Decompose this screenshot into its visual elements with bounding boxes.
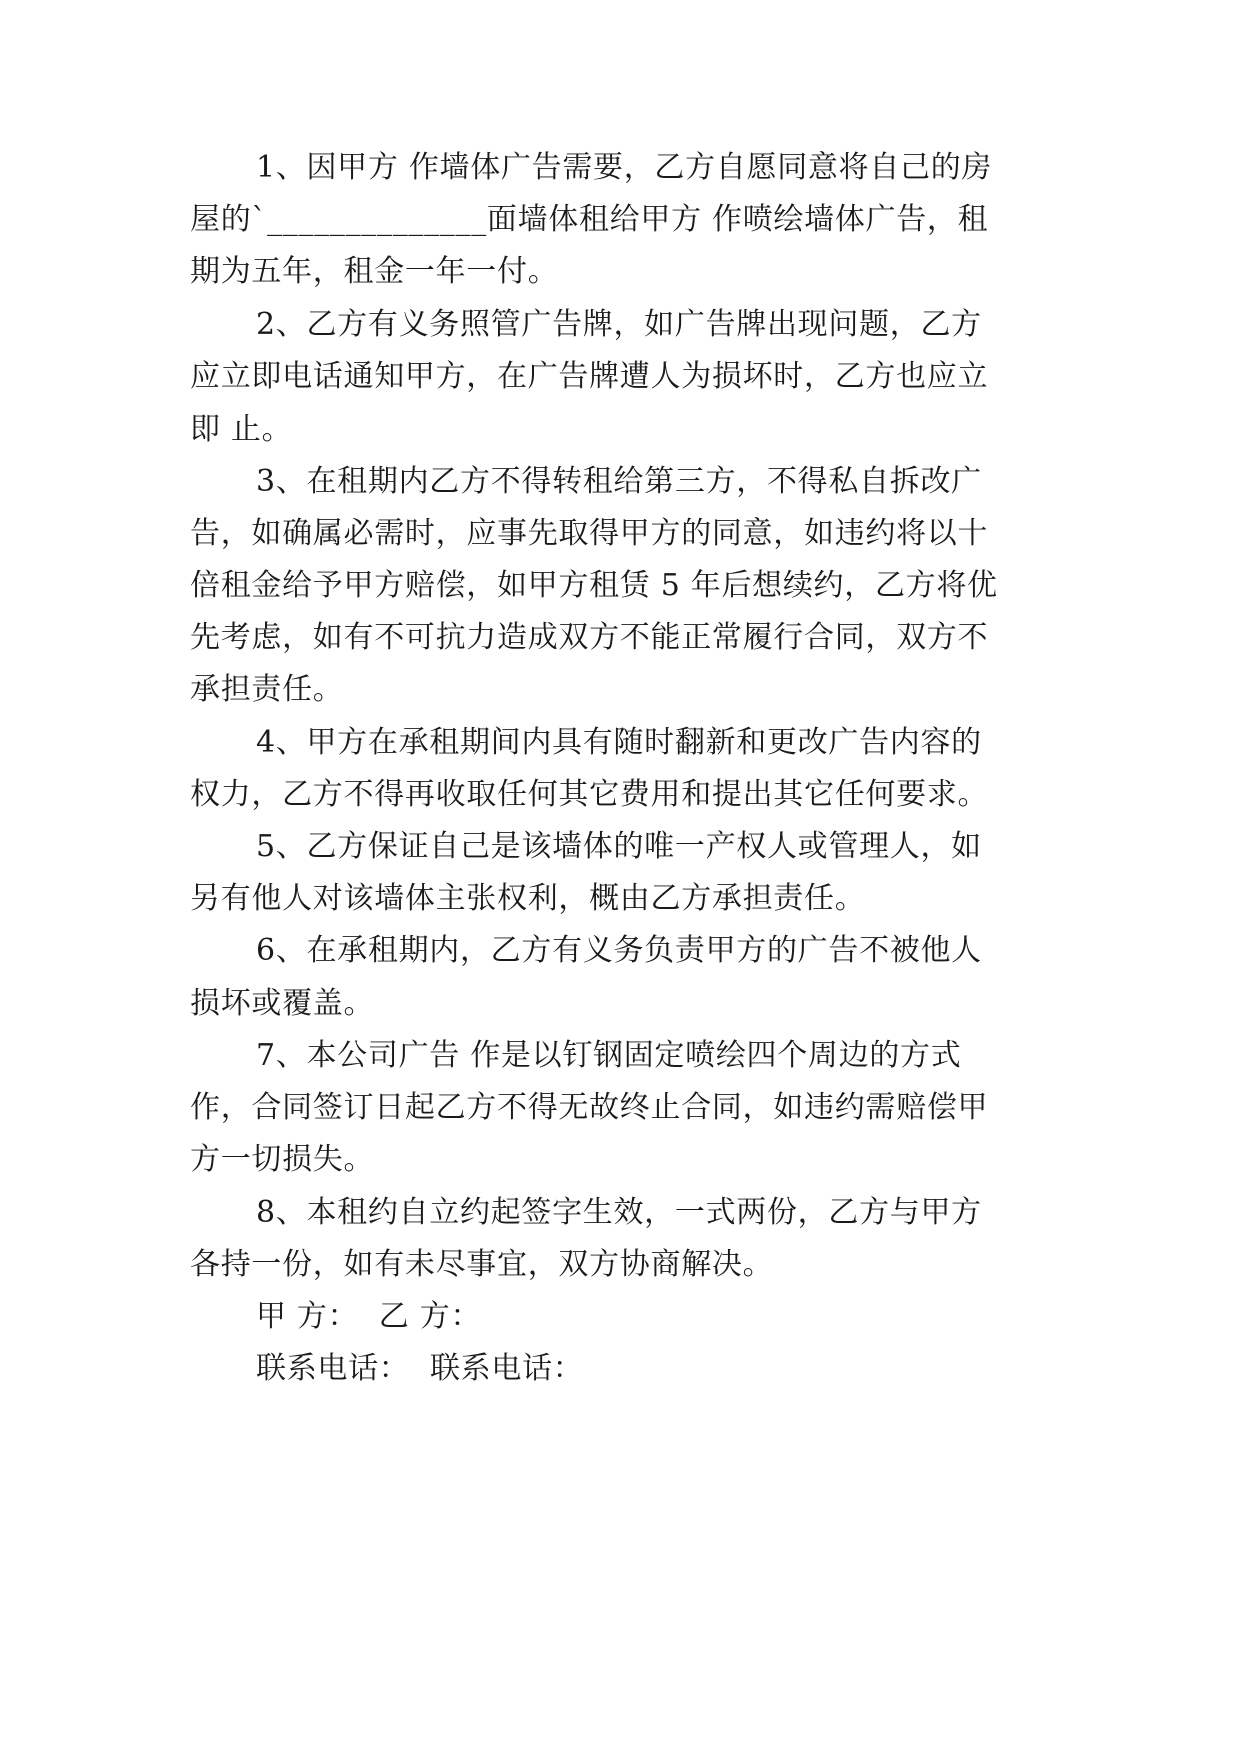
clause-3-line-1: 3、在租期内乙方不得转租给第三方，不得私自拆改广 xyxy=(256,464,982,499)
clause-8-line-2: 各持一份，如有未尽事宜，双方协商解决。 xyxy=(190,1247,774,1282)
clause-4-line-2: 权力，乙方不得再收取任何其它费用和提出其它任何要求。 xyxy=(190,777,989,812)
clause-4-line-1: 4、甲方在承租期间内具有随时翻新和更改广告内容的 xyxy=(256,725,982,760)
clause-3-line-3: 倍租金给予甲方赔偿，如甲方租赁 5 年后想续约，乙方将优 xyxy=(190,568,998,603)
clause-2-line-3: 即 止。 xyxy=(190,412,293,447)
clause-3-line-4: 先考虑，如有不可抗力造成双方不能正常履行合同，双方不 xyxy=(190,620,989,655)
clause-6-line-1: 6、在承租期内，乙方有义务负责甲方的广告不被他人 xyxy=(256,933,982,968)
clause-7-line-2: 作，合同签订日起乙方不得无故终止合同，如违约需赔偿甲 xyxy=(190,1090,989,1125)
clause-7-line-3: 方一切损失。 xyxy=(190,1142,375,1177)
clause-3-line-5: 承担责任。 xyxy=(190,672,344,707)
clause-6-line-2: 损坏或覆盖。 xyxy=(190,986,375,1021)
clause-5-line-2: 另有他人对该墙体主张权利，概由乙方承担责任。 xyxy=(190,881,866,916)
clause-2-line-2: 应立即电话通知甲方，在广告牌遭人为损坏时，乙方也应立 xyxy=(190,359,989,394)
clause-5-line-1: 5、乙方保证自己是该墙体的唯一产权人或管理人，如 xyxy=(256,829,982,864)
signature-parties: 甲 方： 乙 方： xyxy=(256,1299,482,1334)
signature-phone: 联系电话： 联系电话： xyxy=(256,1351,584,1386)
clause-1-line-3: 期为五年，租金一年一付。 xyxy=(190,254,559,289)
clause-1-line-1: 1、因甲方 作墙体广告需要，乙方自愿同意将自己的房 xyxy=(256,150,993,185)
clause-1-line-2: 屋的`______________面墙体租给甲方 作喷绘墙体广告，租 xyxy=(190,202,989,237)
clause-8-line-1: 8、本租约自立约起签字生效，一式两份，乙方与甲方 xyxy=(256,1195,982,1230)
clause-2-line-1: 2、乙方有义务照管广告牌，如广告牌出现问题，乙方 xyxy=(256,307,982,342)
clause-3-line-2: 告，如确属必需时，应事先取得甲方的同意，如违约将以十 xyxy=(190,516,989,551)
clause-7-line-1: 7、本公司广告 作是以钉钢固定喷绘四个周边的方式 xyxy=(256,1038,962,1073)
